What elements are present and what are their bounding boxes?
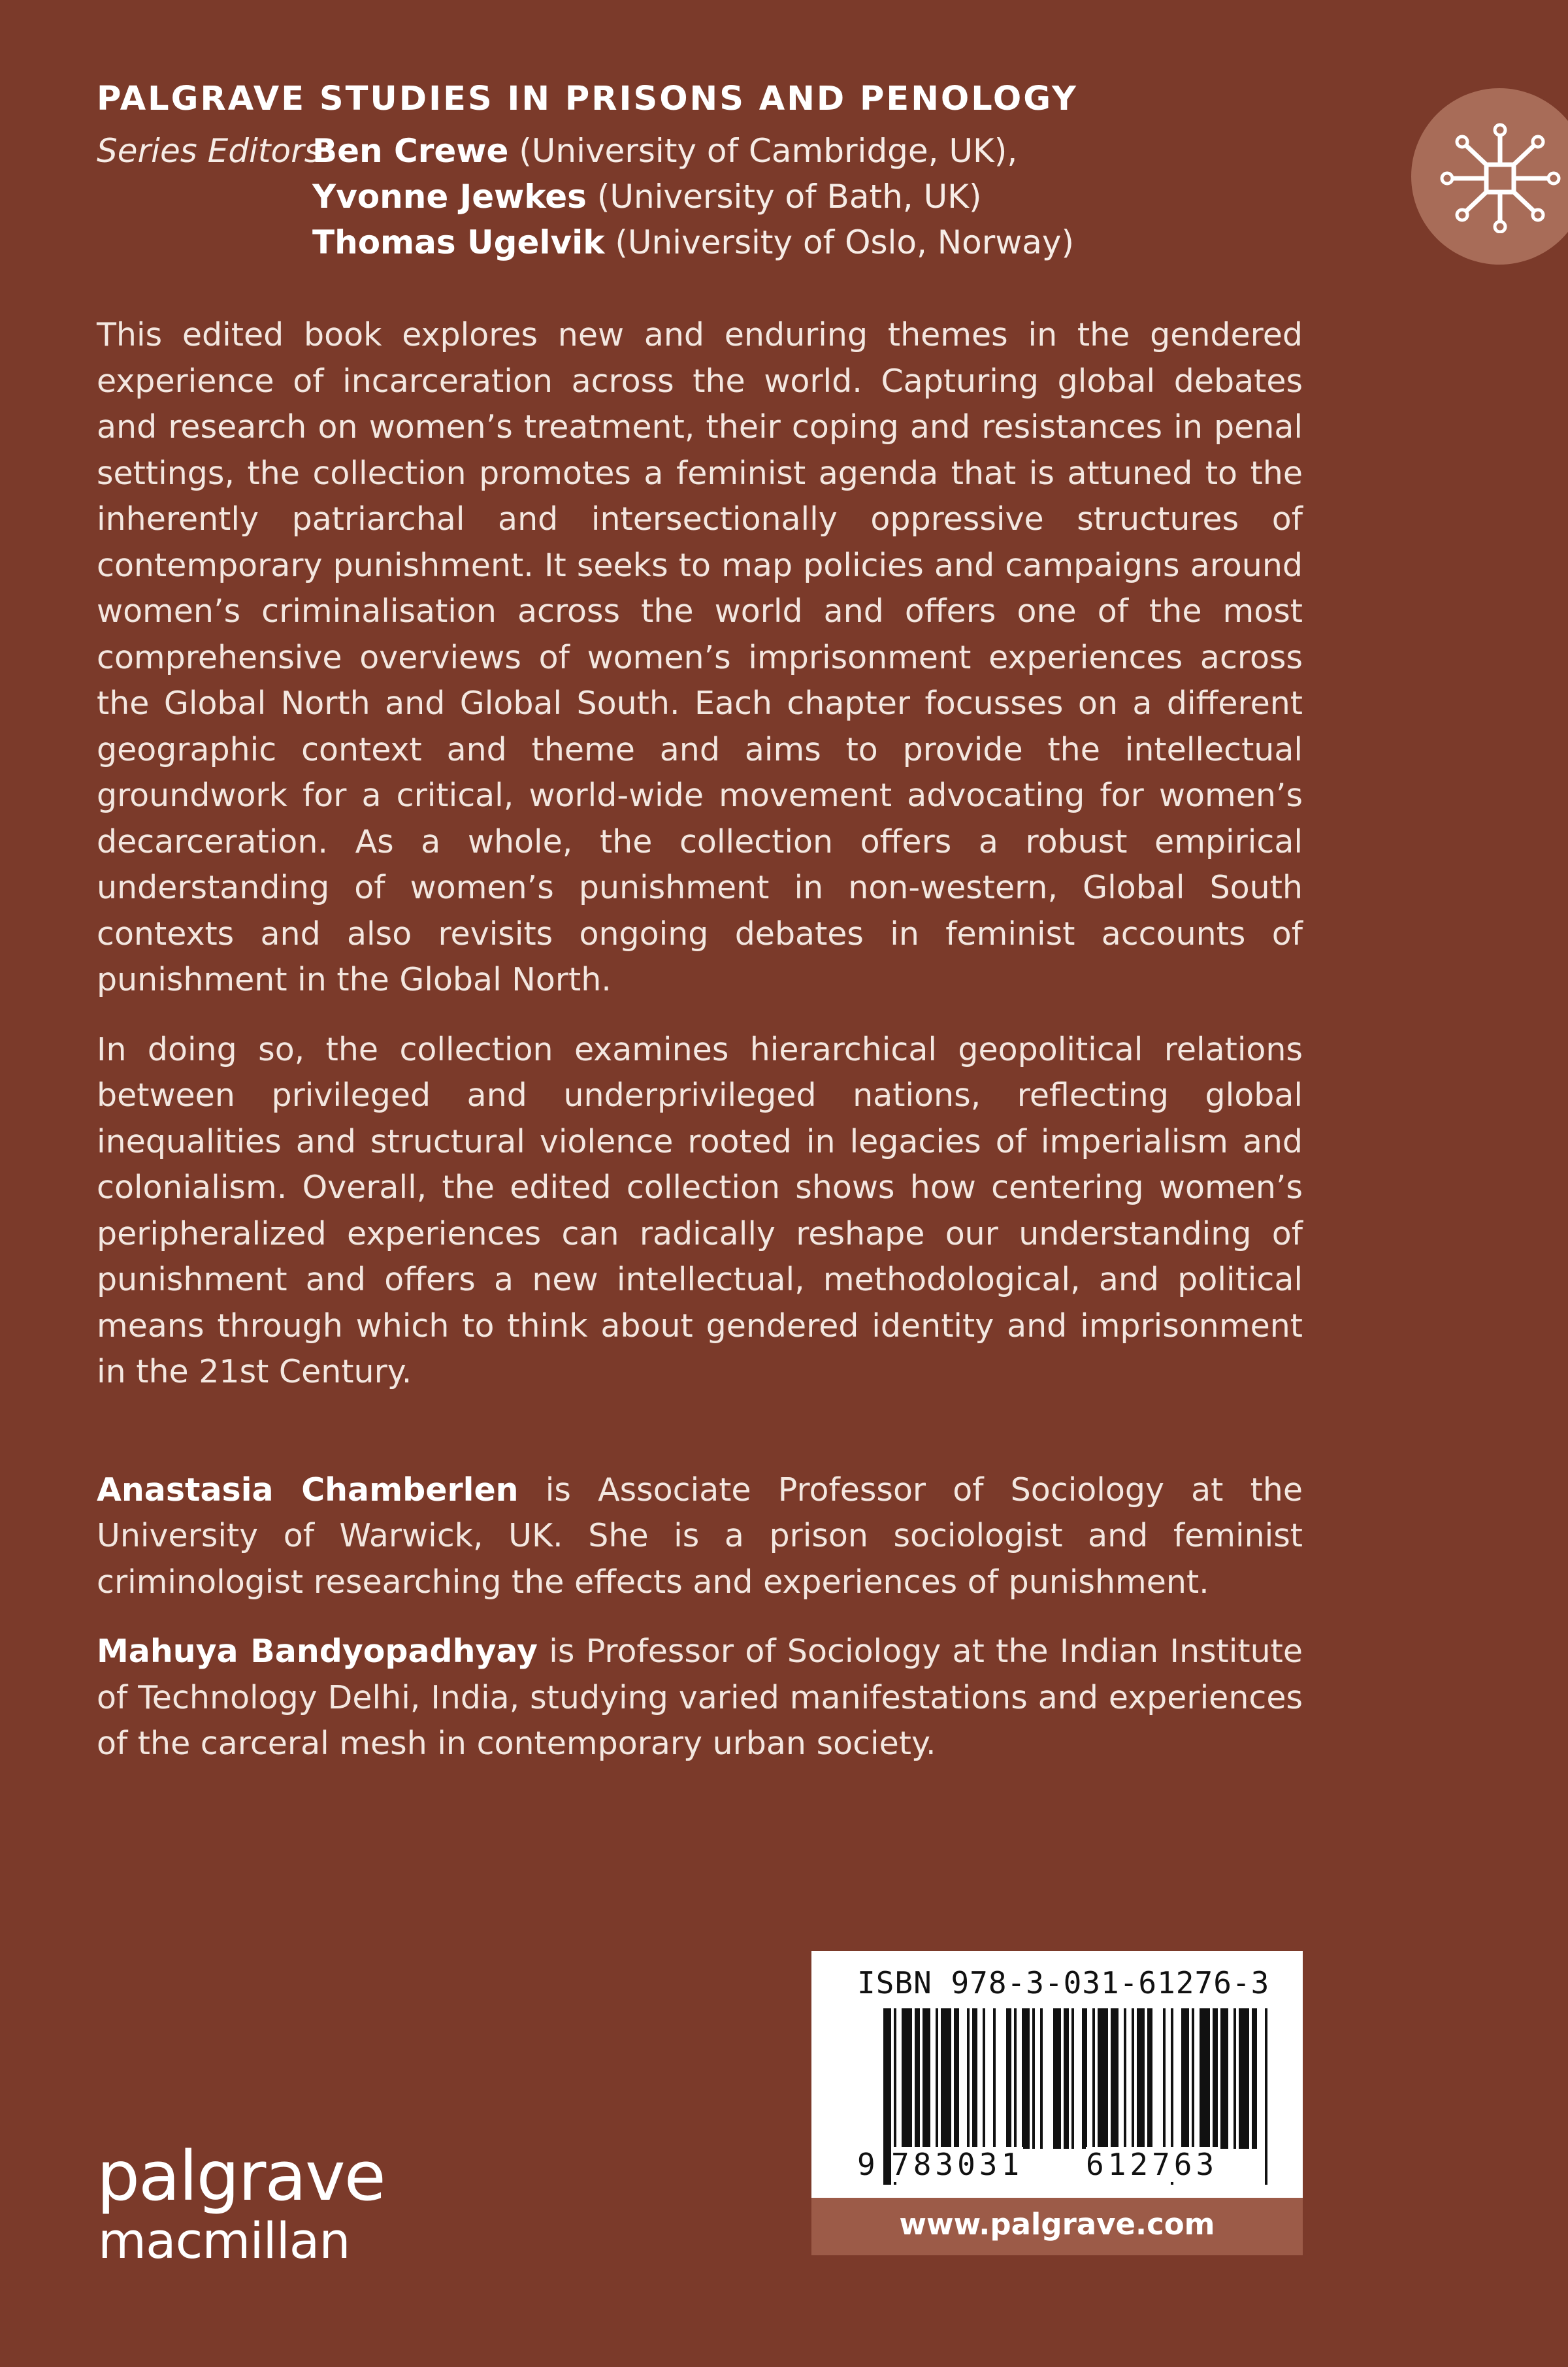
author-bio-text: is Professor of Sociology at the Indian Institute of Technology Delhi, India, studying varied manifestations and experiences of the carceral mesh in contemporary urban society. <box>97 1633 1303 1762</box>
barcode-digits-left: 783031 <box>891 2147 1024 2182</box>
editor-affiliation: (University of Bath, UK) <box>586 178 982 216</box>
description-paragraph: This edited book explores new and enduring themes in the gendered experience of incarceration across the world. Capturing global debates and research on women’s treatment, their coping and resistances in penal settings, the collection promotes a feminist agenda that is attuned to the inherently patriarchal and intersectionally oppressive structures of contemporary punishment. It seeks to map policies and campaigns around women’s criminalisation across the world and offers one of the most comprehensive overviews of women’s imprisonment experiences across the Global North and Global South. Each chapter focusses on a different geographic context and theme and aims to provide the intellectual groundwork for a critical, world-wide movement advocating for women’s decarceration. As a whole, the collection offers a robust empirical understanding of women’s punishment in non-western, Global South contexts and also revisits ongoing debates in feminist accounts of punishment in the Global North. <box>97 316 1303 998</box>
series-editors <box>97 128 1338 265</box>
editors-label: Series Editors: <box>97 132 333 170</box>
description-paragraph: In doing so, the collection examines hierarchical geopolitical relations between privileged and underprivileged nations, reflecting global inequalities and structural violence rooted in legacies of imperialism and colonialism. Overall, the edited collection shows how centering women’s peripheralized experiences can radically reshape our understanding of punishment and offers a new intellectual, methodological, and political means through which to think about gendered identity and imprisonment in the 21st Century. <box>97 1030 1303 1390</box>
isbn-label: ISBN 978-3-031-61276-3 <box>857 1965 1270 2000</box>
editor-name: Ben Crewe <box>312 132 509 170</box>
publisher-logo-macmillan: macmillan <box>98 2212 350 2270</box>
barcode-digit-first: 9 <box>857 2147 875 2182</box>
barcode-digits <box>811 2147 1303 2186</box>
editor-row <box>97 220 1338 265</box>
author-bio-text: is Associate Professor of Sociology at the University of Warwick, UK. She is a prison sociologist and feminist criminologist researching the effects and experiences of punishment. <box>97 1471 1303 1601</box>
editor-affiliation: (University of Cambridge, UK), <box>508 132 1018 170</box>
back-cover-text <box>97 312 1303 1767</box>
editor-name: Yvonne Jewkes <box>312 178 587 216</box>
author-bio <box>97 1467 1303 1606</box>
editor-row <box>97 128 1338 174</box>
author-bio <box>97 1629 1303 1767</box>
series-title: PALGRAVE STUDIES IN PRISONS AND PENOLOGY <box>97 80 1078 118</box>
publisher-url: www.palgrave.com <box>899 2207 1215 2242</box>
isbn-barcode <box>811 1951 1303 2198</box>
editor-row <box>97 174 1338 220</box>
barcode-digits-right: 612763 <box>1086 2147 1218 2182</box>
palgrave-logo-circle <box>1411 88 1568 265</box>
author-name: Mahuya Bandyopadhyay <box>97 1633 538 1670</box>
palgrave-flower-icon <box>1437 122 1561 233</box>
author-name: Anastasia Chamberlen <box>97 1471 519 1509</box>
publisher-url-band <box>811 2198 1303 2255</box>
publisher-logo-palgrave: palgrave <box>97 2136 385 2216</box>
editor-name: Thomas Ugelvik <box>312 223 605 261</box>
editor-affiliation: (University of Oslo, Norway) <box>604 223 1074 261</box>
